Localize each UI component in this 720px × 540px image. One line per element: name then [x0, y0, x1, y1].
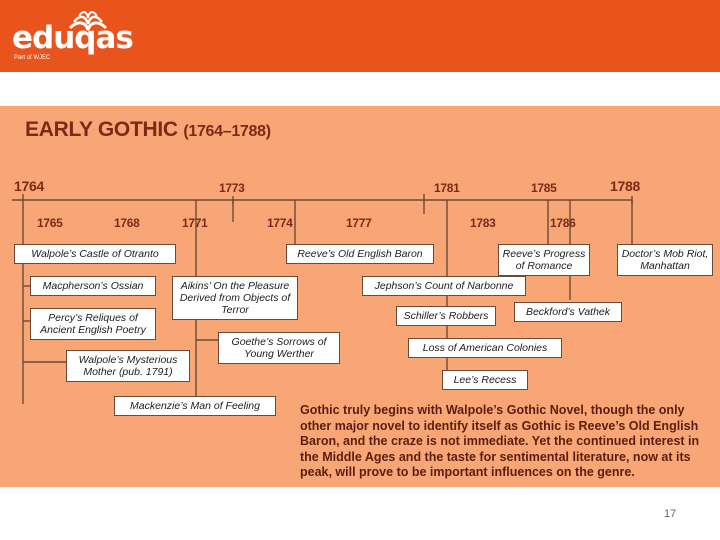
year-label: 1771 — [182, 216, 208, 230]
event-box-percy: Percy’s Reliques of Ancient English Poetry — [30, 308, 156, 340]
event-box-beckford: Beckford’s Vathek — [514, 302, 622, 322]
event-box-goethe: Goethe’s Sorrows of Young Werther — [218, 332, 340, 364]
page-number: 17 — [664, 508, 677, 520]
year-label: 1777 — [346, 216, 372, 230]
event-box-doctors-mob: Doctor’s Mob Riot, Manhattan — [617, 244, 713, 276]
title-range: (1764–1788) — [183, 123, 271, 140]
brand-tagline: Part of WJEC — [14, 55, 51, 61]
year-label: 1765 — [37, 216, 63, 230]
year-label: 1788 — [610, 178, 640, 194]
year-label: 1773 — [219, 181, 245, 195]
year-label: 1764 — [14, 178, 44, 194]
event-box-mackenzie: Mackenzie’s Man of Feeling — [114, 396, 276, 416]
year-label: 1781 — [434, 181, 460, 195]
event-box-american: Loss of American Colonies — [408, 338, 562, 358]
event-box-reeve-progress: Reeve’s Progress of Romance — [498, 244, 590, 276]
event-box-lee: Lee’s Recess — [442, 370, 528, 390]
year-label: 1783 — [470, 216, 496, 230]
brand-logo[interactable]: eduqas — [12, 20, 133, 56]
event-box-macpherson: Macpherson’s Ossian — [30, 276, 156, 296]
event-box-jephson: Jephson’s Count of Narbonne — [362, 276, 526, 296]
event-box-walpole-castle: Walpole’s Castle of Otranto — [14, 244, 176, 264]
summary-paragraph: Gothic truly begins with Walpole’s Gothic Novel, though the only other major novel to identify itself as Gothic is Reeve’s Old English Baron, and the craze is not immediate. Yet the continued interest in the Middle Ages and the taste for sentimental literature, now at its peak, will prove to be important influences on the genre. — [300, 403, 700, 480]
year-label: 1774 — [267, 216, 293, 230]
year-label: 1786 — [550, 216, 576, 230]
year-label: 1785 — [531, 181, 557, 195]
event-box-aikins: Aikins’ On the Pleasure Derived from Objects of Terror — [172, 276, 298, 320]
event-box-walpole-mother: Walpole’s Mysterious Mother (pub. 1791) — [66, 350, 190, 382]
year-label: 1768 — [114, 216, 140, 230]
event-box-reeve-baron: Reeve’s Old English Baron — [286, 244, 434, 264]
event-box-schiller: Schiller’s Robbers — [396, 306, 496, 326]
title-text: EARLY GOTHIC — [25, 118, 178, 141]
